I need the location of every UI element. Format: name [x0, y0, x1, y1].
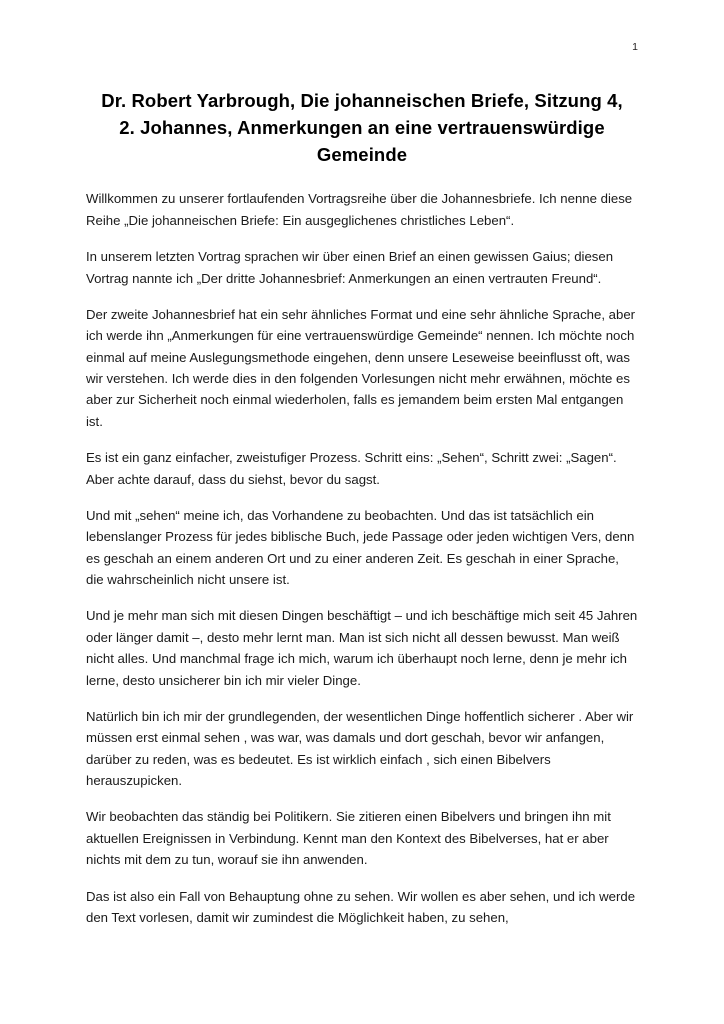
document-body [86, 188, 638, 928]
paragraph: Willkommen zu unserer fortlaufenden Vortragsreihe über die Johannesbriefe. Ich nenne diese Reihe „Die johanneischen Briefe: Ein ausgeglichenes christliches Leben“. [86, 191, 633, 228]
paragraph: Und je mehr man sich mit diesen Dingen beschäftigt – und ich beschäftige mich seit 45 Jahren oder länger damit –, desto mehr lernt man. Man ist sich nicht all dessen bewusst. Man weiß nicht alles. Und manchmal frage ich mich, warum ich überhaupt noch lerne, denn je mehr ich lerne, desto unsicherer bin ich mir vieler Dinge. [86, 608, 638, 688]
paragraph: Natürlich bin ich mir der grundlegenden, der wesentlichen Dinge hoffentlich sicherer . Aber wir müssen erst einmal sehen , was war, was damals und dort geschah, bevor wir anfangen, darüber zu reden, was es bedeutet. Es ist wirklich einfach , sich einen Bibelvers herauszupicken. [86, 708, 634, 789]
page-number: 1 [632, 41, 638, 53]
paragraph: Das ist also ein Fall von Behauptung ohne zu sehen. Wir wollen es aber sehen, und ich werde den Text vorlesen, damit wir zumindest die Möglichkeit haben, zu sehen, [86, 888, 636, 925]
paragraph: Und mit „sehen“ meine ich, das Vorhandene zu beobachten. Und das ist tatsächlich ein lebenslanger Prozess für jedes biblische Buch, jede Passage oder jeden wichtigen Vers, denn es geschah an einem anderen Ort und zu einer anderen Zeit. Es geschah in einer Sprache, die wahrscheinlich nicht unsere ist. [86, 507, 635, 588]
paragraph: Der zweite Johannesbrief hat ein sehr ähnliches Format und eine sehr ähnliche Sprache, aber ich werde ihn „Anmerkungen für eine vertrauenswürdige Gemeinde“ nennen. Ich möchte noch einmal auf meine Auslegungsmethode eingehen, denn unsere Leseweise beeinflusst oft, was wir verstehen. Ich werde dies in den folgenden Vorlesungen nicht mehr erwähnen, möchte es aber zur Sicherheit noch einmal wiederholen, falls es jemandem beim ersten Mal entgangen ist. [86, 306, 636, 429]
paragraph: In unserem letzten Vortrag sprachen wir über einen Brief an einen gewissen Gaius; diesen Vortrag nannte ich „Der dritte Johannesbrief: Anmerkungen an einen vertrauten Freund“. [86, 249, 614, 286]
paragraph: Wir beobachten das ständig bei Politikern. Sie zitieren einen Bibelvers und bringen ihn mit aktuellen Ereignissen in Verbindung. Kennt man den Kontext des Bibelverses, hat er aber nichts mit dem zu tun, worauf sie ihn anwenden. [86, 809, 611, 868]
paragraph: Es ist ein ganz einfacher, zweistufiger Prozess. Schritt eins: „Sehen“, Schritt zwei: „Sagen“. Aber achte darauf, dass du siehst, bevor du sagst. [86, 450, 617, 487]
page-title: Dr. Robert Yarbrough, Die johanneischen Briefe, Sitzung 4, 2. Johannes, Anmerkungen an eine vertrauenswürdige Gemeinde [101, 90, 623, 165]
